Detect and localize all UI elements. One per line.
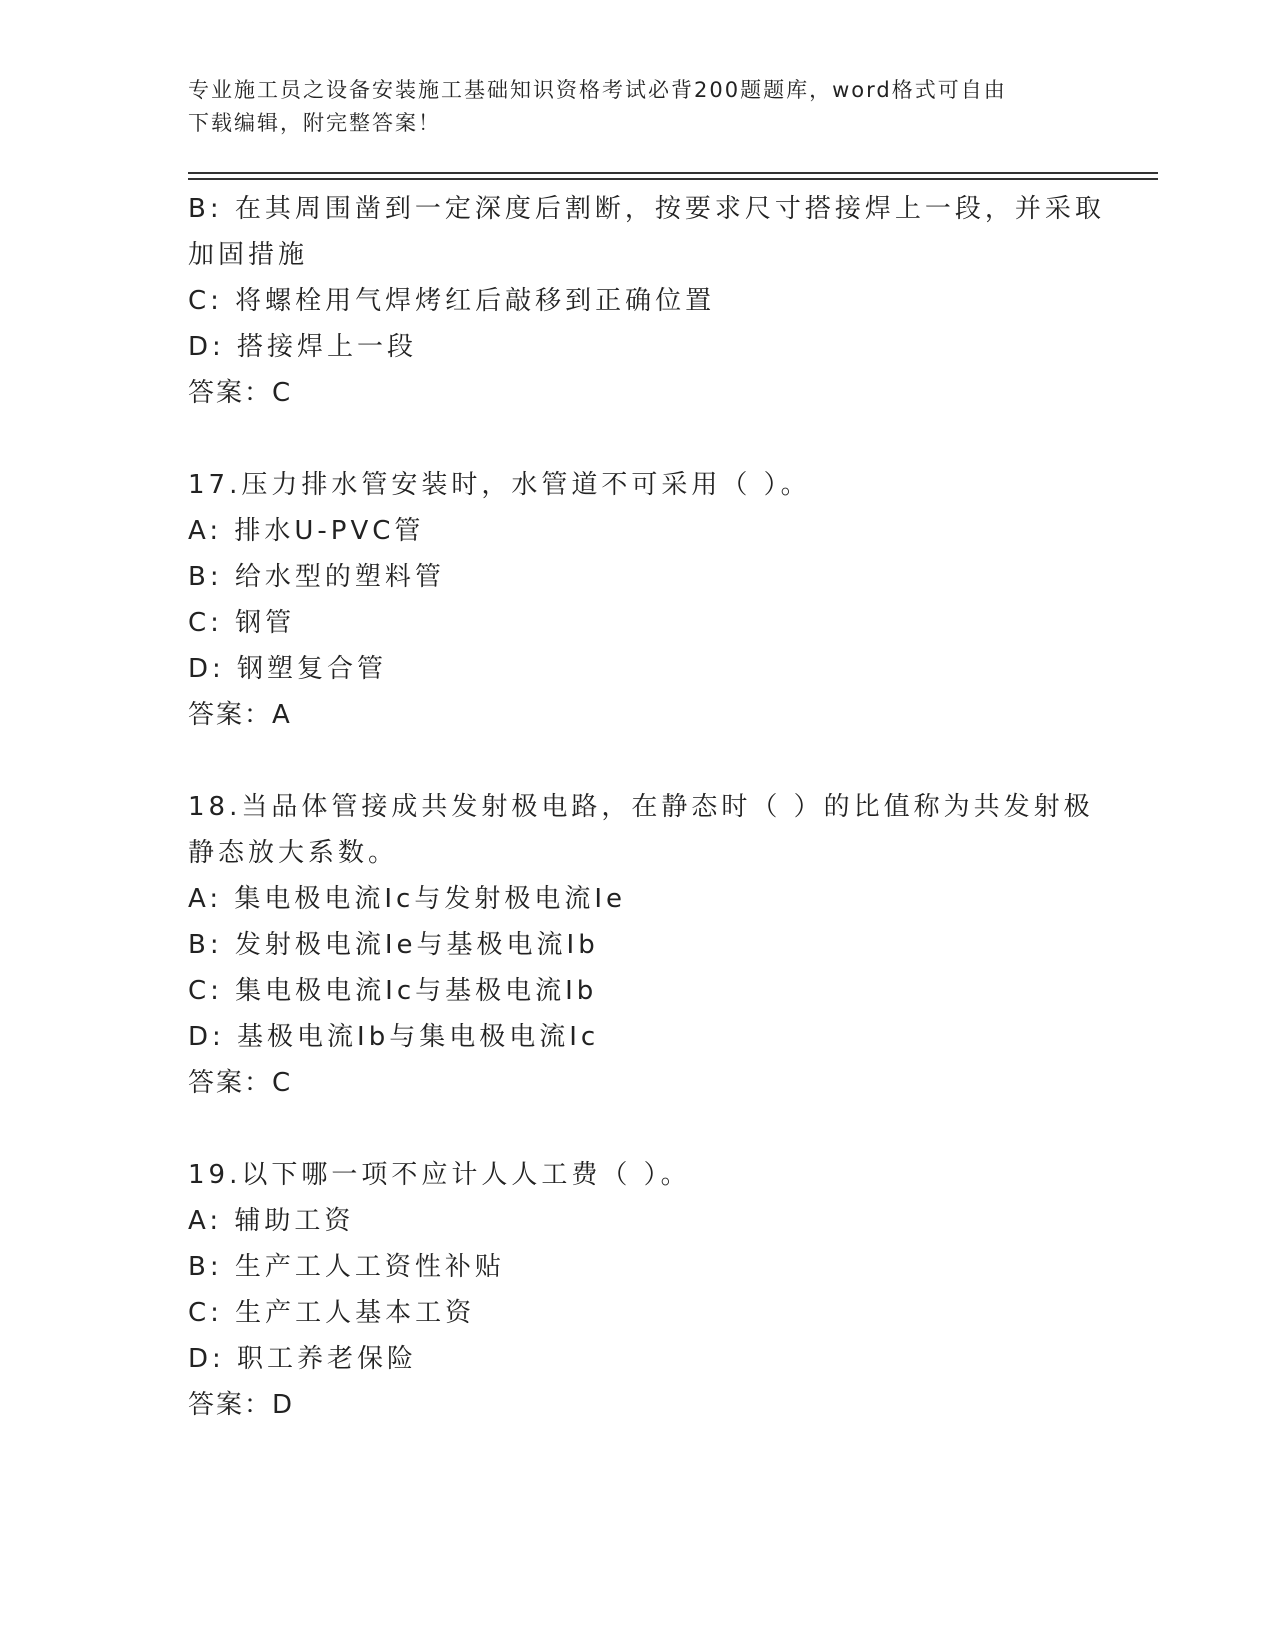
option-c: C: 集电极电流Ic与基极电流Ib	[188, 976, 598, 1006]
header-line-1: 专业施工员之设备安装施工基础知识资格考试必背200题题库，word格式可自由	[188, 78, 1007, 102]
question-stem-line-1: 18.当品体管接成共发射极电路，在静态时（ ）的比值称为共发射极	[188, 792, 1094, 822]
option-d: D: 钢塑复合管	[188, 654, 388, 684]
option-d: D: 职工养老保险	[188, 1344, 418, 1374]
header-divider-top	[188, 172, 1158, 174]
question-18	[188, 784, 1094, 1106]
document-header	[188, 74, 1068, 140]
spacer	[188, 738, 1088, 784]
option-b-line-1: B: 在其周围凿到一定深度后割断，按要求尺寸搭接焊上一段，并采取	[188, 194, 1105, 224]
spacer	[188, 416, 1088, 462]
question-stem-line-2: 静态放大系数。	[188, 838, 399, 868]
option-d: D: 搭接焊上一段	[188, 332, 418, 362]
option-b: B: 发射极电流Ie与基极电流Ib	[188, 930, 599, 960]
header-line-2: 下载编辑，附完整答案！	[188, 111, 441, 135]
option-b-line-2: 加固措施	[188, 240, 309, 270]
option-a: A: 辅助工资	[188, 1206, 355, 1236]
question-stem: 17.压力排水管安装时，水管道不可采用（ ）。	[188, 470, 811, 500]
option-d: D: 基极电流Ib与集电极电流Ic	[188, 1022, 600, 1052]
option-b: B: 给水型的塑料管	[188, 562, 445, 592]
option-a: A: 排水U-PVC管	[188, 516, 425, 546]
spacer	[188, 1106, 1088, 1152]
answer: 答案：A	[188, 700, 292, 730]
answer: 答案：D	[188, 1390, 295, 1420]
question-list	[188, 186, 1105, 1428]
question-16-tail	[188, 186, 1105, 416]
option-a: A: 集电极电流Ic与发射极电流Ie	[188, 884, 626, 914]
answer: 答案：C	[188, 378, 293, 408]
option-c: C: 将螺栓用气焊烤红后敲移到正确位置	[188, 286, 716, 316]
answer: 答案：C	[188, 1068, 293, 1098]
header-divider-bottom	[188, 178, 1158, 180]
question-17	[188, 462, 1088, 738]
question-stem: 19.以下哪一项不应计人人工费（ ）。	[188, 1160, 691, 1190]
option-c: C: 生产工人基本工资	[188, 1298, 476, 1328]
option-b: B: 生产工人工资性补贴	[188, 1252, 505, 1282]
question-19	[188, 1152, 1088, 1428]
option-c: C: 钢管	[188, 608, 296, 638]
